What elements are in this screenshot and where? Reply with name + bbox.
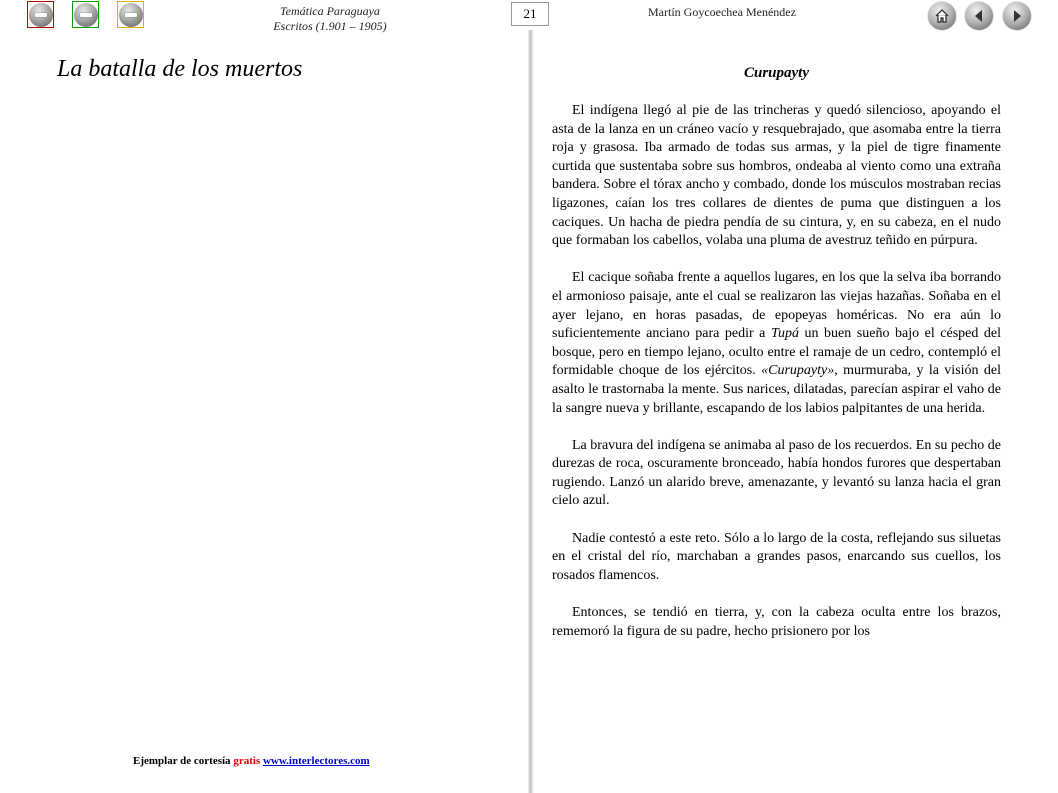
paragraph-1: El indígena llegó al pie de las trincheras y quedó silencioso, apoyando el asta de la lanza en un cráneo vacío y resquebrajado, que asomaba entre la tierra roja y grasosa. Iba armado de todas sus armas, y la piel de tigre finamente curtida que sustentaba sobre sus hombros, ondeaba al viento como una extraña bandera. Sobre el tórax ancho y combado, donde los músculos mostraban recias ligazones, caían los tres collares de dientes de puma que distinguen a los caciques. Un hacha de piedra pendía de su cintura, y, en su cabeza, en el nudo que formaban los cabellos, volaba una pluma de avestruz teñido en púrpura. <box>552 103 1001 249</box>
emphasis-tupa: Tupá <box>770 326 799 342</box>
paragraph-2 <box>552 269 1001 418</box>
minus-circle-icon <box>119 3 143 27</box>
page-number: 21 <box>511 2 549 26</box>
footer-free-label: gratis <box>233 755 261 767</box>
header-series-dates: Escritos (1.901 – 1905) <box>273 19 387 33</box>
previous-page-button[interactable] <box>965 2 993 30</box>
footer-prefix: Ejemplar de cortesía <box>133 755 231 767</box>
toolbar-button-yellow[interactable] <box>117 1 144 28</box>
footer-website-link[interactable]: www.interlectores.com <box>262 755 370 767</box>
arrow-left-icon <box>971 8 987 24</box>
arrow-right-icon <box>1009 8 1025 24</box>
paragraph-2-part-2: un buen sueño bajo el césped del bosque, pero en tiempo lejano, oculto entre el ramaje de un cedro, contempló el formidable choque de los ejércitos. <box>552 326 1001 379</box>
next-page-button[interactable] <box>1003 2 1031 30</box>
header-series <box>240 4 420 34</box>
paragraph-2-part-3: , murmuraba, y la visión del asalto le trastornaba la mente. Sus narices, dilatadas, parecían aspirar el vaho de la sangre nueva y brillante, escapando de los labios palpitantes de una herida. <box>552 363 1001 416</box>
page-divider <box>528 30 533 793</box>
footer <box>133 755 370 767</box>
toolbar-button-green[interactable] <box>72 1 99 28</box>
minus-circle-icon <box>74 3 98 27</box>
book-title: La batalla de los muertos <box>57 56 303 82</box>
chapter-title: Curupayty <box>743 65 809 81</box>
home-icon <box>934 8 950 24</box>
toolbar-button-red[interactable] <box>27 1 54 28</box>
header-author: Martín Goycoechea Menéndez <box>648 5 796 19</box>
header-series-title: Temática Paraguaya <box>280 4 380 18</box>
chapter-body <box>552 102 1001 714</box>
home-button[interactable] <box>928 2 956 30</box>
paragraph-4: Nadie contestó a este reto. Sólo a lo largo de la costa, reflejando sus siluetas en el cristal del río, marchaban a grandes pasos, enarcando sus cuellos, los rosados flamencos. <box>552 530 1001 583</box>
emphasis-curupayty: «Curupayty» <box>761 363 835 379</box>
paragraph-3: La bravura del indígena se animaba al paso de los recuerdos. En su pecho de durezas de roca, oscuramente bronceado, había hondos furores que despertaban rugiendo. Lanzó un alarido breve, amenazante, y levantó su lanza hacia el gran cielo azul. <box>552 437 1001 509</box>
paragraph-2-part-1: El cacique soñaba frente a aquellos lugares, en los que la selva iba borrando el armonioso paisaje, ante el cual se realizaron las viejas hazañas. Soñaba en el ayer lejano, en horas pasadas, de epopeyas homéricas. No era aún lo suficientemente anciano para pedir a <box>552 270 1001 342</box>
paragraph-5: Entonces, se tendió en tierra, y, con la cabeza oculta entre los brazos, rememoró la figura de su padre, hecho prisionero por los <box>552 605 1001 639</box>
minus-circle-icon <box>29 3 53 27</box>
